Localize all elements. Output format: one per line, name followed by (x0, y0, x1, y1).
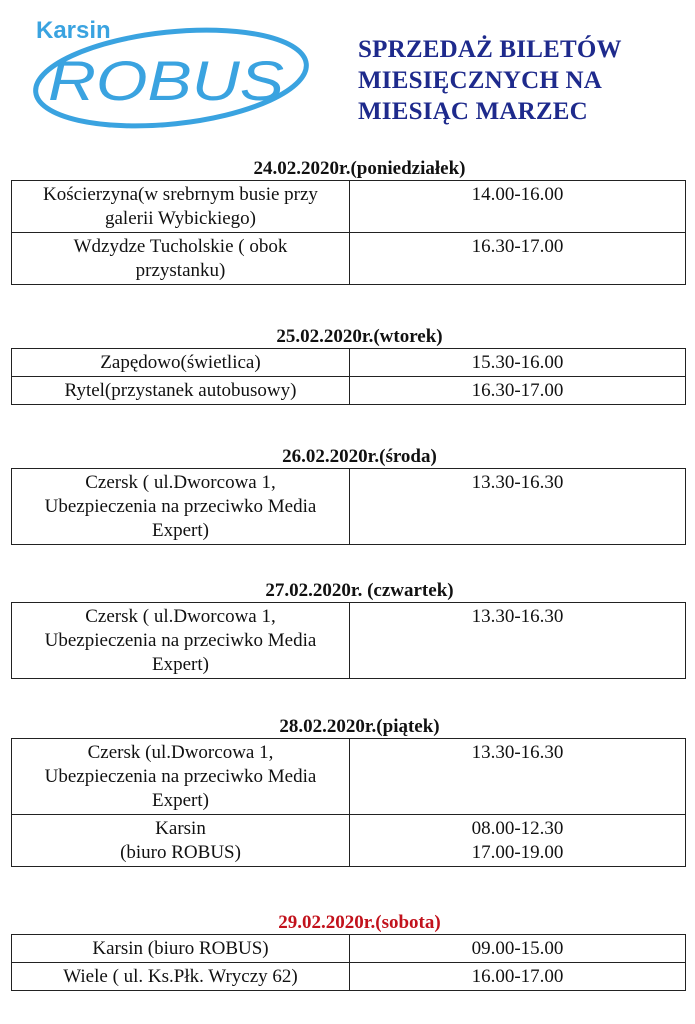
location-cell (12, 935, 350, 963)
hours-cell (350, 233, 686, 285)
location-line: Wiele ( ul. Ks.Płk. Wryczy 62) (63, 966, 298, 987)
location-line: Czersk ( ul.Dworcowa 1, (85, 606, 276, 627)
location-line: Kościerzyna(w srebrnym busie przy (43, 184, 318, 205)
table-row (12, 233, 686, 285)
location-cell (12, 181, 350, 233)
hours-line: 16.00-17.00 (471, 966, 564, 987)
location-cell (12, 233, 350, 285)
table-row (12, 935, 686, 963)
location-cell (12, 603, 350, 679)
hours-line: 09.00-15.00 (471, 938, 564, 959)
hours-cell (350, 935, 686, 963)
hours-line: 08.00-12.30 (471, 818, 564, 839)
table-row (12, 377, 686, 405)
location-cell (12, 377, 350, 405)
schedule-section (11, 912, 686, 991)
location-line: Zapędowo(świetlica) (100, 352, 261, 373)
schedule-table (11, 468, 686, 545)
schedule-table (11, 180, 686, 285)
hours-cell (350, 815, 686, 867)
schedule-table (11, 602, 686, 679)
hours-line: 17.00-19.00 (471, 842, 564, 863)
hours-line: 14.00-16.00 (471, 184, 564, 205)
schedule-section (11, 580, 686, 679)
date-heading: 28.02.2020r.(piątek) (279, 716, 440, 737)
table-row (12, 469, 686, 545)
location-line: Expert) (152, 654, 209, 675)
location-line: Expert) (152, 520, 209, 541)
location-line: Czersk (ul.Dworcowa 1, (87, 742, 274, 763)
table-row (12, 739, 686, 815)
hours-cell (350, 349, 686, 377)
date-heading: 25.02.2020r.(wtorek) (276, 326, 443, 347)
hours-cell (350, 181, 686, 233)
location-line: (biuro ROBUS) (120, 842, 241, 863)
location-line: Ubezpieczenia na przeciwko Media (44, 630, 317, 651)
date-heading: 26.02.2020r.(środa) (282, 446, 437, 467)
location-line: Rytel(przystanek autobusowy) (64, 380, 297, 401)
logo-karsin-text: Karsin (36, 17, 111, 44)
date-heading: 29.02.2020r.(sobota) (278, 912, 441, 933)
hours-line: 16.30-17.00 (471, 380, 564, 401)
location-line: Ubezpieczenia na przeciwko Media (44, 766, 317, 787)
robus-logo (30, 8, 312, 134)
table-row (12, 181, 686, 233)
location-line: Wdzydze Tucholskie ( obok (73, 236, 288, 257)
hours-cell (350, 377, 686, 405)
location-line: Expert) (152, 790, 209, 811)
table-row (12, 963, 686, 991)
schedule-section (11, 326, 686, 405)
location-cell (12, 739, 350, 815)
location-cell (12, 349, 350, 377)
schedule-section (11, 446, 686, 545)
location-line: Karsin (155, 818, 206, 839)
schedule-table (11, 934, 686, 991)
schedule-section (11, 158, 686, 285)
title-line: MIESIĄC MARZEC (358, 98, 588, 125)
hours-line: 16.30-17.00 (471, 236, 564, 257)
location-line: Ubezpieczenia na przeciwko Media (44, 496, 317, 517)
hours-cell (350, 603, 686, 679)
title-line: MIESIĘCZNYCH NA (358, 67, 603, 94)
location-cell (12, 815, 350, 867)
schedule-table (11, 738, 686, 867)
location-cell (12, 469, 350, 545)
hours-line: 13.30-16.30 (471, 472, 564, 493)
logo-robus-text: ROBUS (48, 49, 284, 112)
hours-cell (350, 469, 686, 545)
location-line: przystanku) (135, 260, 226, 281)
schedule-table (11, 348, 686, 405)
date-heading: 27.02.2020r. (czwartek) (265, 580, 454, 601)
location-line: galerii Wybickiego) (105, 208, 256, 229)
title-line: SPRZEDAŻ BILETÓW (358, 36, 622, 63)
hours-line: 13.30-16.30 (471, 742, 564, 763)
hours-cell (350, 739, 686, 815)
page-title (358, 34, 688, 127)
location-line: Karsin (biuro ROBUS) (92, 938, 269, 959)
location-cell (12, 963, 350, 991)
hours-cell (350, 963, 686, 991)
hours-line: 13.30-16.30 (471, 606, 564, 627)
schedule-section (11, 716, 686, 867)
location-line: Czersk ( ul.Dworcowa 1, (85, 472, 276, 493)
hours-line: 15.30-16.00 (471, 352, 564, 373)
table-row (12, 603, 686, 679)
date-heading: 24.02.2020r.(poniedziałek) (253, 158, 466, 179)
table-row (12, 349, 686, 377)
table-row (12, 815, 686, 867)
